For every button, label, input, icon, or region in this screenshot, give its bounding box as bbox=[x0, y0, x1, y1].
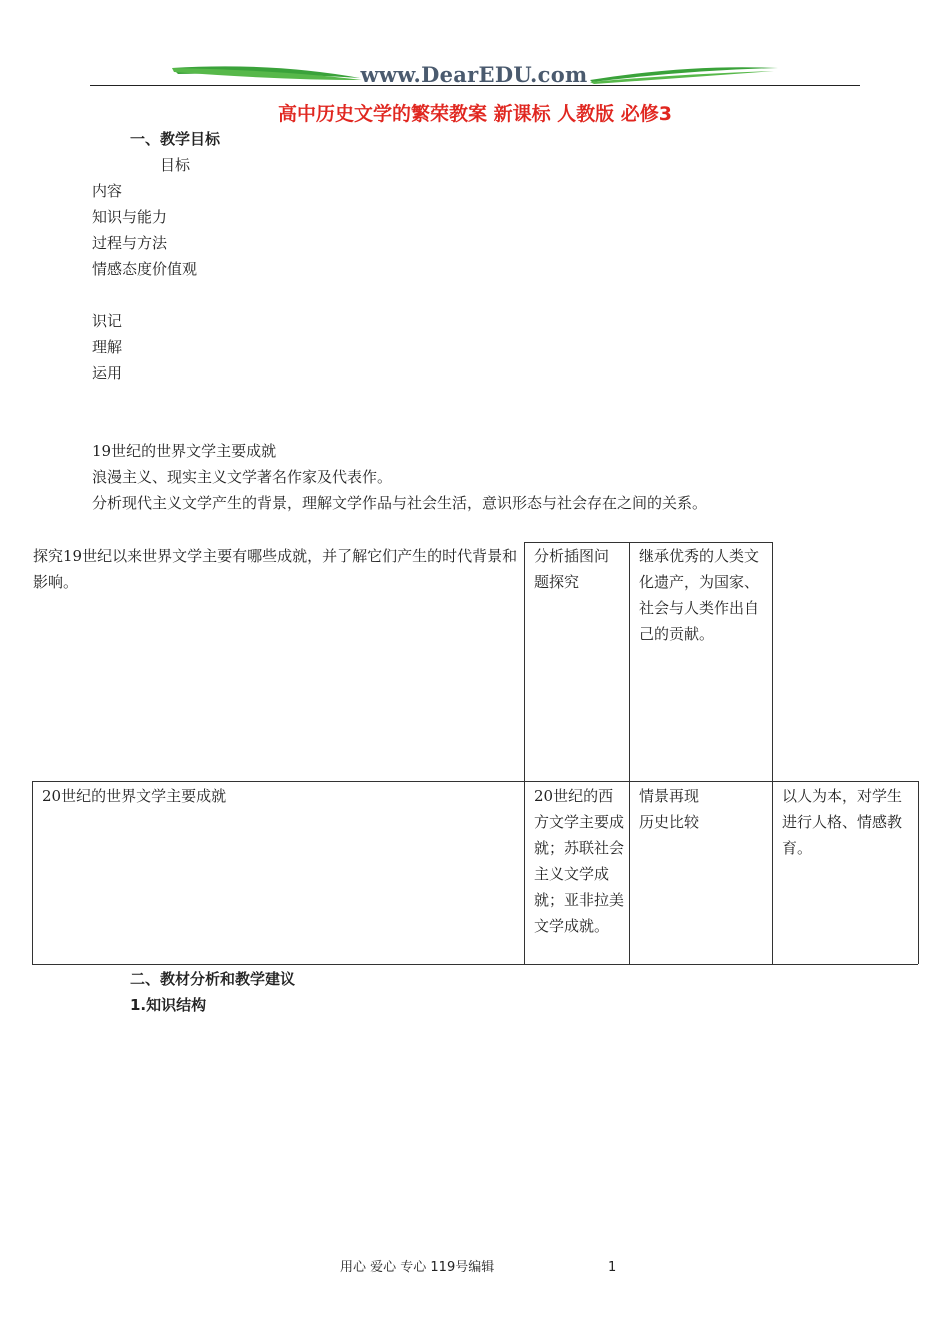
table-border bbox=[629, 542, 630, 964]
row-label-process: 过程与方法 bbox=[92, 234, 168, 252]
knowledge-line: 浪漫主义、现实主义文学著名作家及代表作。 bbox=[92, 468, 393, 486]
table-cell-value: 继承优秀的人类文化遗产，为国家、社会与人类作出自己的贡献。 bbox=[639, 547, 760, 643]
level-apply: 运用 bbox=[92, 364, 123, 382]
logo-text: www.DearEDU.com bbox=[360, 62, 588, 87]
table-cell-topic: 20世纪的世界文学主要成就 bbox=[42, 787, 227, 805]
row-label-content: 内容 bbox=[92, 182, 123, 200]
row-label-knowledge: 知识与能力 bbox=[92, 208, 168, 226]
page-number: 1 bbox=[608, 1260, 617, 1275]
table-cell-method: 分析插图问题探究 bbox=[534, 547, 610, 591]
table-cell-method: 历史比较 bbox=[639, 813, 700, 831]
table-border bbox=[32, 781, 918, 782]
level-understand: 理解 bbox=[92, 338, 123, 356]
table-border bbox=[524, 542, 525, 964]
table-cell-content: 探究19世纪以来世界文学主要有哪些成就，并了解它们产生的时代背景和影响。 bbox=[33, 547, 518, 591]
col-label-goal: 目标 bbox=[160, 156, 191, 174]
table-cell-detail: 20世纪的西方文学主要成就；苏联社会主义文学成就；亚非拉美文学成就。 bbox=[534, 787, 625, 935]
sub-heading-structure: 1.知识结构 bbox=[130, 996, 207, 1014]
document-title: 高中历史文学的繁荣教案 新课标 人教版 必修3 bbox=[277, 103, 673, 125]
level-memorize: 识记 bbox=[92, 312, 123, 330]
row-label-attitude: 情感态度价值观 bbox=[92, 260, 198, 278]
footer-text: 用心 爱心 专心 119号编辑 bbox=[340, 1260, 495, 1275]
table-border bbox=[918, 781, 919, 964]
table-cell-value: 以人为本，对学生进行人格、情感教育。 bbox=[782, 787, 903, 857]
table-cell-method: 情景再现 bbox=[639, 787, 700, 805]
knowledge-line: 19世纪的世界文学主要成就 bbox=[92, 442, 277, 460]
header-rule bbox=[90, 85, 860, 86]
table-border bbox=[32, 781, 33, 964]
knowledge-line: 分析现代主义文学产生的背景，理解文学作品与社会生活，意识形态与社会存在之间的关系。 bbox=[92, 494, 708, 512]
table-border bbox=[772, 542, 773, 964]
section-heading-analysis: 二、教材分析和教学建议 bbox=[130, 970, 296, 988]
table-border bbox=[32, 964, 918, 965]
section-heading-objectives: 一、教学目标 bbox=[130, 130, 221, 148]
